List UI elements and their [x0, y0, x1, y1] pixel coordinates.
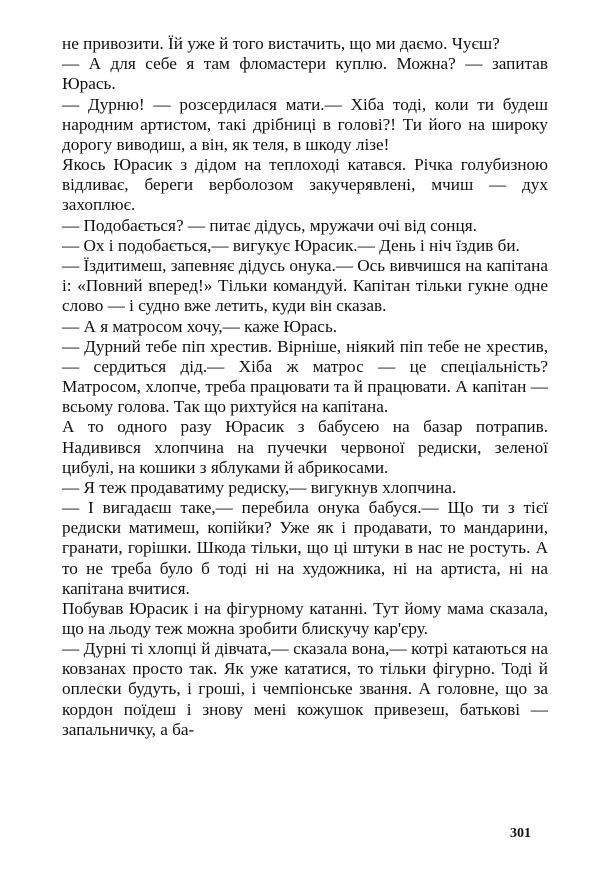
- paragraph-2: — А для себе я там фломастери куплю. Можна? — запитав Юрась.: [62, 54, 548, 94]
- paragraph-13: Побував Юрасик і на фігурному катанні. Тут йому мама сказала, що на льоду теж можна зробити блискучу кар'єру.: [62, 598, 548, 638]
- paragraph-5: — Подобається? — питає дідусь, мружачи очі від сонця.: [62, 215, 477, 235]
- paragraph-12: — І вигадаєш таке,— перебила онука бабуся.— Що ти з тієї редиски матимеш, копійки? Уже як і продавати, то мандарини, гранати, горішки. Шкода тільки, що ці штуки в нас не ростуть. А то не треба було б тоді ні на художника, ні на артиста, ні на капітана вчитися.: [62, 498, 548, 598]
- paragraph-11: — Я теж продаватиму редиску,— вигукнув хлопчина.: [62, 477, 457, 497]
- paragraph-1: не привозити. Їй уже й того вистачить, що ми даємо. Чуєш?: [62, 34, 500, 53]
- paragraph-6: — Ох і подобається,— вигукує Юрасик.— День і ніч їздив би.: [62, 235, 520, 255]
- paragraph-9: — Дурний тебе піп хрестив. Вірніше, ніякий піп тебе не хрестив,— сердиться дід.— Хіба ж матрос — це спеціальність? Матросом, хлопче, треба працювати та й працювати. А капітан — всьому голова. Так що рихтуйся на капітана.: [62, 336, 548, 417]
- page-number: 301: [510, 826, 531, 841]
- paragraph-7: — Їздитимеш, запевняє дідусь онука.— Ось вивчишся на капітана і: «Повний вперед!» Тільки командуй. Капітан тільки гукне одне слово — і судно вже летить, куди він сказав.: [62, 256, 548, 316]
- paragraph-14: — Дурні ті хлопці й дівчата,— сказала вона,— котрі катаються на ковзанах просто так. Як уже кататися, то тільки фігурно. Тоді й оплески будуть, і гроші, і чемпіонське звання. А головне, що за кордон поїдеш і знову мені кожушок привезеш, батькові — запальничку, а ба-: [62, 639, 548, 739]
- paragraph-3: — Дурню! — розсердилася мати.— Хіба тоді, коли ти будеш народним артистом, такі дрібниці в голові?! Ти його на широку дорогу виводиш, а він, як теля, в шкоду лізе!: [62, 94, 548, 154]
- paragraph-4: Якось Юрасик з дідом на теплоході катався. Річка голубизною відливає, береги верболозом закучерявлені, мчиш — дух захоплює.: [62, 155, 548, 215]
- page-text: [62, 34, 548, 740]
- paragraph-8: — А я матросом хочу,— каже Юрась.: [62, 316, 338, 336]
- paragraph-10: А то одного разу Юрасик з бабусею на базар потрапив. Надивився хлопчина на пучечки червоної редиски, зеленої цибулі, на кошики з яблуками й абрикосами.: [62, 417, 548, 477]
